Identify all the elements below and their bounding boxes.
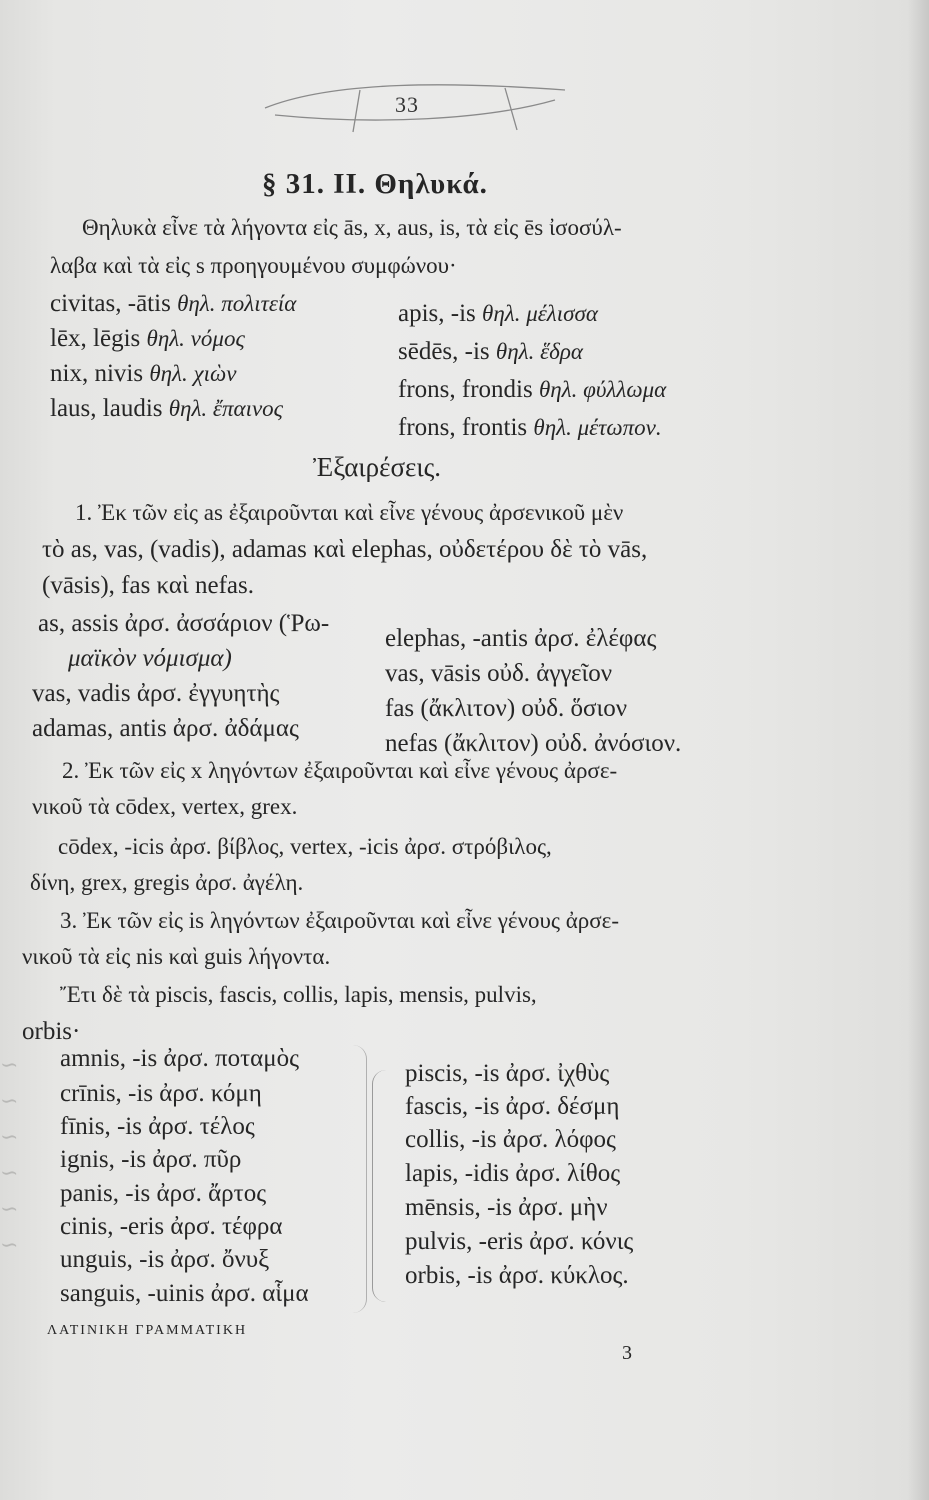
list-item: unguis, -is ἀρσ. ὄνυξ bbox=[60, 1246, 270, 1273]
rule1-entry: adamas, antis ἀρσ. ἀδάμας bbox=[32, 715, 299, 742]
rule1-line-3: (vāsis), fas καὶ nefas. bbox=[42, 572, 254, 599]
example-entry: frons, frondis θηλ. φύλλωμα bbox=[398, 376, 667, 403]
rule2-line-2: νικοῦ τὰ cōdex, vertex, grex. bbox=[32, 794, 298, 819]
list-item: lapis, -idis ἀρσ. λίθος bbox=[405, 1160, 621, 1187]
list-item: crīnis, -is ἀρσ. κόμη bbox=[60, 1080, 262, 1107]
rule3-line-4: orbis· bbox=[22, 1018, 81, 1045]
example-entry: nix, nivis θηλ. χιὼν bbox=[50, 360, 237, 387]
rule1-line-1: 1. Ἐκ τῶν εἰς as ἐξαιροῦνται καὶ εἶνε γένους ἀρσενικοῦ μὲν bbox=[75, 500, 624, 525]
exceptions-title: Ἐξαιρέσεις. bbox=[313, 452, 442, 482]
margin-handwriting: ∽ bbox=[0, 1232, 19, 1257]
example-entry: civitas, -ātis θηλ. πολιτεία bbox=[50, 290, 297, 317]
rule3-line-3: Ἔτι δὲ τὰ piscis, fascis, collis, lapis, mensis, pulvis, bbox=[60, 982, 537, 1007]
margin-handwriting: ∽ bbox=[0, 1052, 19, 1077]
list-item: cinis, -eris ἀρσ. τέφρα bbox=[60, 1213, 283, 1240]
rule1-entry: μαϊκὸν νόμισμα) bbox=[68, 645, 232, 672]
list-item: ignis, -is ἀρσ. πῦρ bbox=[60, 1146, 242, 1173]
rule1-entry: as, assis ἀρσ. ἀσσάριον (Ῥω- bbox=[38, 610, 330, 637]
section-heading: § 31. ΙΙ. Θηλυκά. bbox=[262, 168, 488, 200]
list-item: orbis, -is ἀρσ. κύκλος. bbox=[405, 1262, 629, 1289]
running-footer-title: ΛΑΤΙΝΙΚΗ ΓΡΑΜΜΑΤΙΚΗ bbox=[47, 1323, 248, 1338]
page-edge-shadow bbox=[907, 0, 929, 1500]
rule1-entry: elephas, -antis ἀρσ. ἐλέφας bbox=[385, 625, 657, 652]
rule1-line-2: τὸ as, vas, (vadis), adamas καὶ elephas, οὐδετέρου δὲ τὸ vās, bbox=[42, 536, 648, 563]
stamp-number: 33 bbox=[395, 92, 419, 117]
margin-handwriting: ∽ bbox=[0, 1160, 19, 1185]
rule3-line-1: 3. Ἐκ τῶν εἰς is ληγόντων ἐξαιροῦνται καὶ εἶνε γένους ἀρσε- bbox=[60, 908, 619, 933]
list-item: pulvis, -eris ἀρσ. κόνις bbox=[405, 1228, 634, 1255]
rule3-line-2: νικοῦ τὰ εἰς nis καὶ guis λήγοντα. bbox=[22, 944, 331, 969]
list-item: collis, -is ἀρσ. λόφος bbox=[405, 1126, 616, 1153]
list-item: amnis, -is ἀρσ. ποταμὸς bbox=[60, 1045, 300, 1072]
margin-handwriting: ∽ bbox=[0, 1088, 19, 1113]
margin-handwriting: ∽ bbox=[0, 1124, 19, 1149]
rule1-entry: vas, vāsis οὐδ. ἀγγεῖον bbox=[385, 660, 613, 687]
margin-handwriting: ∽ bbox=[0, 1196, 19, 1221]
list-item: mēnsis, -is ἀρσ. μὴν bbox=[405, 1194, 608, 1221]
list-item: fīnis, -is ἀρσ. τέλος bbox=[60, 1113, 255, 1140]
intro-line-2: λαβα καὶ τὰ εἰς s προηγουμένου συμφώνου· bbox=[50, 253, 457, 278]
example-entry: lēx, lēgis θηλ. νόμος bbox=[50, 325, 245, 352]
rule2-line-4: δίνη, grex, gregis ἀρσ. ἀγέλη. bbox=[30, 870, 304, 895]
list-item: sanguis, -uinis ἀρσ. αἷμα bbox=[60, 1280, 309, 1307]
example-entry: apis, -is θηλ. μέλισσα bbox=[398, 300, 598, 327]
rule1-entry: nefas (ἄκλιτον) οὐδ. ἀνόσιον. bbox=[385, 730, 682, 757]
list-item: fascis, -is ἀρσ. δέσμη bbox=[405, 1093, 620, 1120]
rule2-line-3: cōdex, -icis ἀρσ. βίβλος, vertex, -icis ἀρσ. στρόβιλος, bbox=[58, 834, 552, 859]
list-item: panis, -is ἀρσ. ἄρτος bbox=[60, 1180, 267, 1207]
rule1-entry: vas, vadis ἀρσ. ἐγγυητὴς bbox=[32, 680, 280, 707]
intro-line-1: Θηλυκὰ εἶνε τὰ λήγοντα εἰς ās, x, aus, is, τὰ εἰς ēs ἰσοσύλ- bbox=[82, 215, 622, 240]
example-entry: laus, laudis θηλ. ἔπαινος bbox=[50, 395, 284, 422]
example-entry: frons, frontis θηλ. μέτωπον. bbox=[398, 414, 662, 441]
rule2-line-1: 2. Ἐκ τῶν εἰς x ληγόντων ἐξαιροῦνται καὶ εἶνε γένους ἀρσε- bbox=[62, 758, 618, 783]
list-item: piscis, -is ἀρσ. ἰχθὺς bbox=[405, 1060, 610, 1087]
rule1-entry: fas (ἄκλιτον) οὐδ. ὅσιον bbox=[385, 695, 628, 722]
signature-number: 3 bbox=[622, 1342, 632, 1364]
example-entry: sēdēs, -is θηλ. ἕδρα bbox=[398, 338, 583, 365]
